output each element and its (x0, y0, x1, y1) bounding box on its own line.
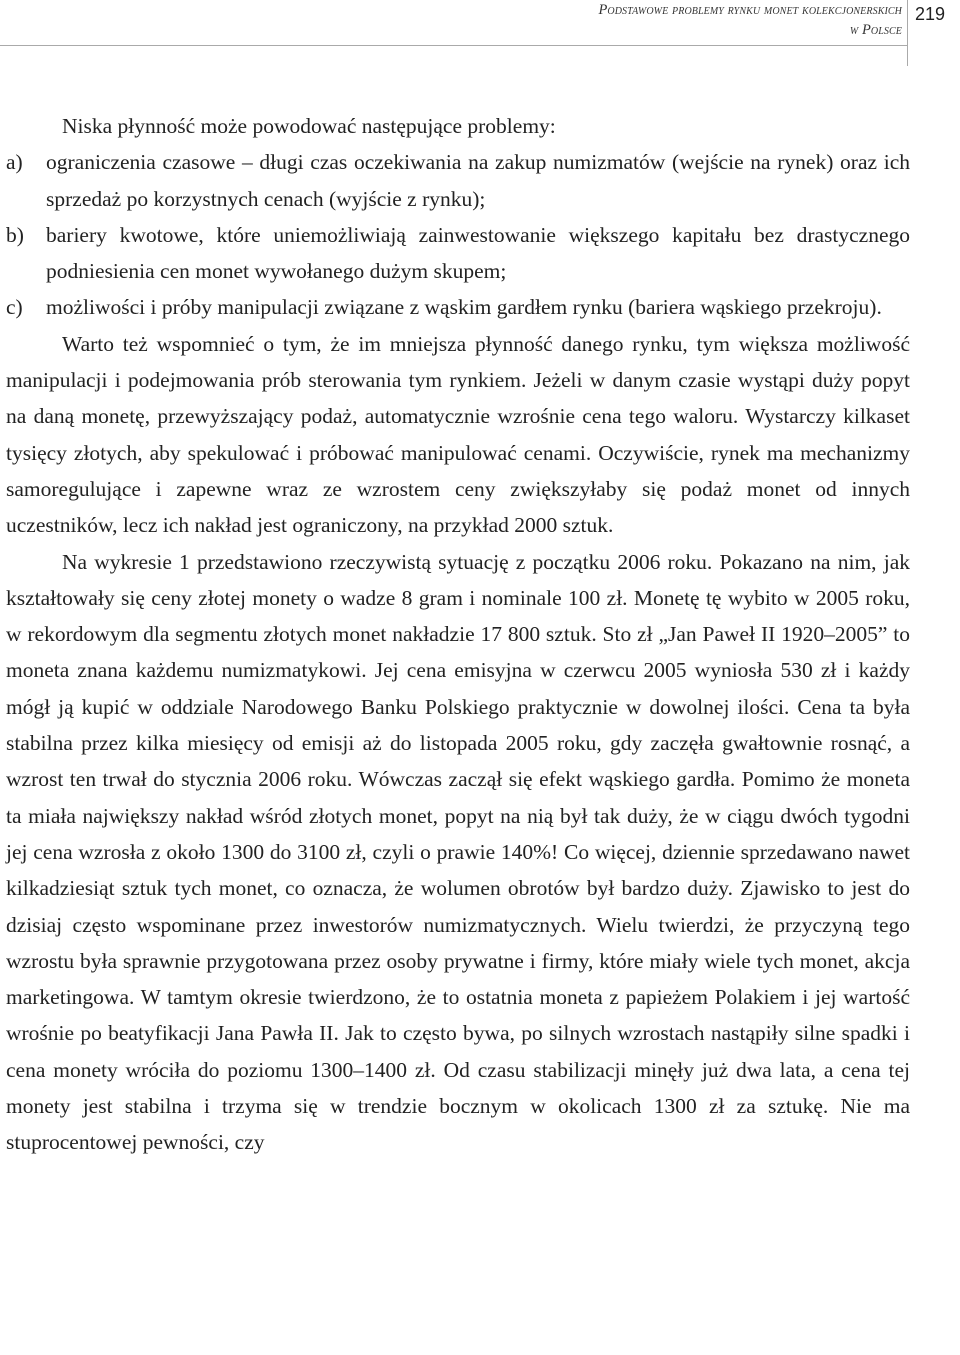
intro-sentence: Niska płynność może powodować następujące problemy: (62, 114, 556, 138)
list-marker: b) (6, 222, 24, 247)
running-title-line-2: w Polsce (849, 22, 902, 38)
paragraph-2: Na wykresie 1 przedstawiono rzeczywistą sytuację z początku 2006 roku. Pokazano na nim, jak kształtowały się ceny złotej monety o wadze 8 gram i nominale 100 zł. Monetę tę wybito w 2005 roku, w rekordowym dla segmentu złotych monet nakładzie 17 800 sztuk. Sto zł „Jan Paweł II 1920–2005” to moneta znana każdemu numizmatykowi. Jej cena emisyjna w czerwcu 2005 wyniosła 530 zł i każdy mógł ją kupić w oddziale Narodowego Banku Polskiego praktycznie w dowolnej ilości. Cena ta była stabilna przez kilka miesięcy od emisji aż do listopada 2005 roku, gdy zaczęła gwałtownie rosnąć, a wzrost ten trwał do stycznia 2006 roku. Wówczas zaczął się efekt wąskiego gardła. Pomimo że moneta ta miała największy nakład wśród złotych monet, popyt na nią był tak duży, że w ciągu dwóch tygodni jej cena wzrosła z około 1300 do 3100 zł, czyli o prawie 140%! Co więcej, dziennie sprzedawano nawet kilkadziesiąt sztuk tych monet, co oznacza, że wolumen obrotów był bardzo duży. Zjawisko to jest do dzisiaj często wspominane przez inwestorów numizmatycznych. Wielu twierdzi, że przyczyną tego wzrostu była sprawnie przygotowana przez osoby prywatne i firmy, które miały wiele tych monet, akcja marketingowa. W tamtym okresie twierdzono, że to ostatnia moneta z papieżem Polakiem i jej wartość wrośnie po beatyfikacji Jana Pawła II. Jak to często bywa, po silnych wzrostach nastąpiły silne spadki i cena monety wróciła do poziomu 1300–1400 zł. Od czasu stabilizacji minęły już dwa lata, a cena tej monety jest stabilna i trzyma się w trendzie bocznym w okolicach 1300 zł za sztukę. Nie ma stuprocentowej pewności, czy (6, 549, 910, 1155)
running-header (302, 0, 902, 40)
header-rule-horizontal (0, 45, 908, 46)
header-rule-vertical (907, 0, 908, 66)
body-text (6, 108, 910, 1161)
list-item-b (6, 217, 910, 290)
running-title-line-1: Podstawowe problemy rynku monet kolekcjonerskich (598, 2, 902, 18)
list-item-a (6, 144, 910, 217)
list-marker: c) (6, 295, 23, 320)
list-item-text: ograniczenia czasowe – długi czas oczekiwania na zakup numizmatów (wejście na rynek) oraz ich sprzedaż po korzystnych cenach (wyjście z rynku); (46, 150, 910, 211)
list-item-text: możliwości i próby manipulacji związane z wąskim gardłem rynku (bariera wąskiego przekroju). (46, 295, 882, 320)
page-number: 219 (914, 4, 946, 24)
list-item-text: bariery kwotowe, które uniemożliwiają zainwestowanie większego kapitału bez drastycznego podniesienia cen monet wywołanego dużym skupem; (46, 222, 910, 284)
list-item-c (6, 289, 910, 325)
list-marker: a) (6, 150, 23, 175)
paragraph-1: Warto też wspomnieć o tym, że im mniejsza płynność danego rynku, tym większa możliwość manipulacji i podejmowania prób sterowania tym rynkiem. Jeżeli w danym czasie wystąpi duży popyt na daną monetę, przewyższający podaż, automatycznie wzrośnie cena tego waloru. Wystarczy kilkaset tysięcy złotych, aby spekulować i próbować manipulować cenami. Oczywiście, rynek ma mechanizmy samoregulujące i zapewne wraz ze wzrostem ceny zwiększyłaby się podaż monet od innych uczestników, lecz ich nakład jest ograniczony, na przykład 2000 sztuk. (6, 331, 910, 538)
